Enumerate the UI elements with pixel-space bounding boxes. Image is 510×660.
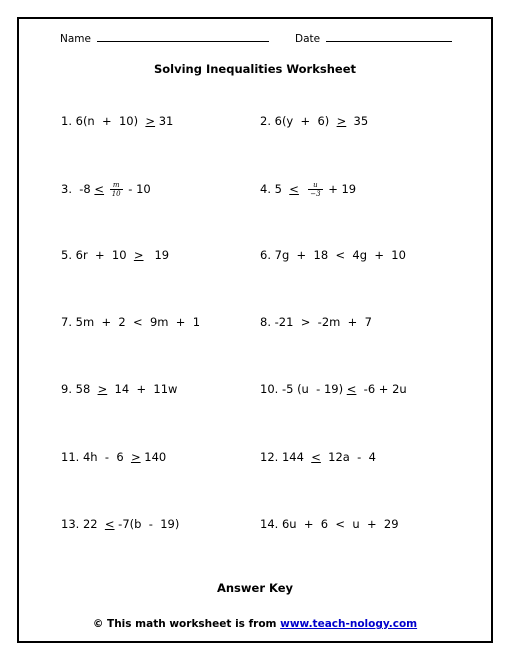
name-label: Name	[60, 33, 91, 45]
problem-12: 12. 144 < 12a - 4	[260, 450, 376, 464]
problem-3: 3. -8 < $\frac{m}{10}$ - 10	[61, 181, 151, 199]
worksheet-page	[17, 17, 493, 643]
problem-1: 1. 6(n + 10) > 31	[61, 114, 174, 128]
answer-key-heading: Answer Key	[216, 581, 294, 595]
problem-9: 9. 58 > 14 + 11w	[61, 382, 178, 396]
problem-11: 11. 4h - 6 > 140	[61, 450, 167, 464]
problem-5: 5. 6r + 10 > 19	[61, 248, 170, 262]
date-label: Date	[295, 33, 321, 45]
date-field	[295, 33, 452, 45]
teach-nology-link[interactable]: www.teach-nology.com	[280, 618, 418, 630]
date-blank-line[interactable]	[326, 41, 452, 42]
problem-13: 13. 22 < -7(b - 19)	[61, 517, 180, 531]
footer-credit	[19, 618, 491, 630]
fraction-m-over-10: $\frac{m}{10}$	[111, 181, 121, 199]
problem-7: 7. 5m + 2 < 9m + 1	[61, 315, 201, 329]
problem-6: 6. 7g + 18 < 4g + 10	[260, 248, 406, 262]
fraction-u-over-neg3: $\frac{u}{-3}$	[310, 181, 321, 199]
worksheet-title: Solving Inequalities Worksheet	[153, 62, 357, 76]
problem-8: 8. -21 > -2m + 7	[260, 315, 372, 329]
problem-2: 2. 6(y + 6) > 35	[260, 114, 369, 128]
name-blank-line[interactable]	[97, 41, 269, 42]
problem-14: 14. 6u + 6 < u + 29	[260, 517, 399, 531]
problem-10: 10. -5 (u - 19) < -6 + 2u	[260, 382, 407, 396]
name-field	[60, 33, 269, 45]
footer-text: © This math worksheet is from	[92, 618, 281, 630]
problem-4: 4. 5 < $\frac{u}{-3}$ + 19	[260, 181, 357, 199]
